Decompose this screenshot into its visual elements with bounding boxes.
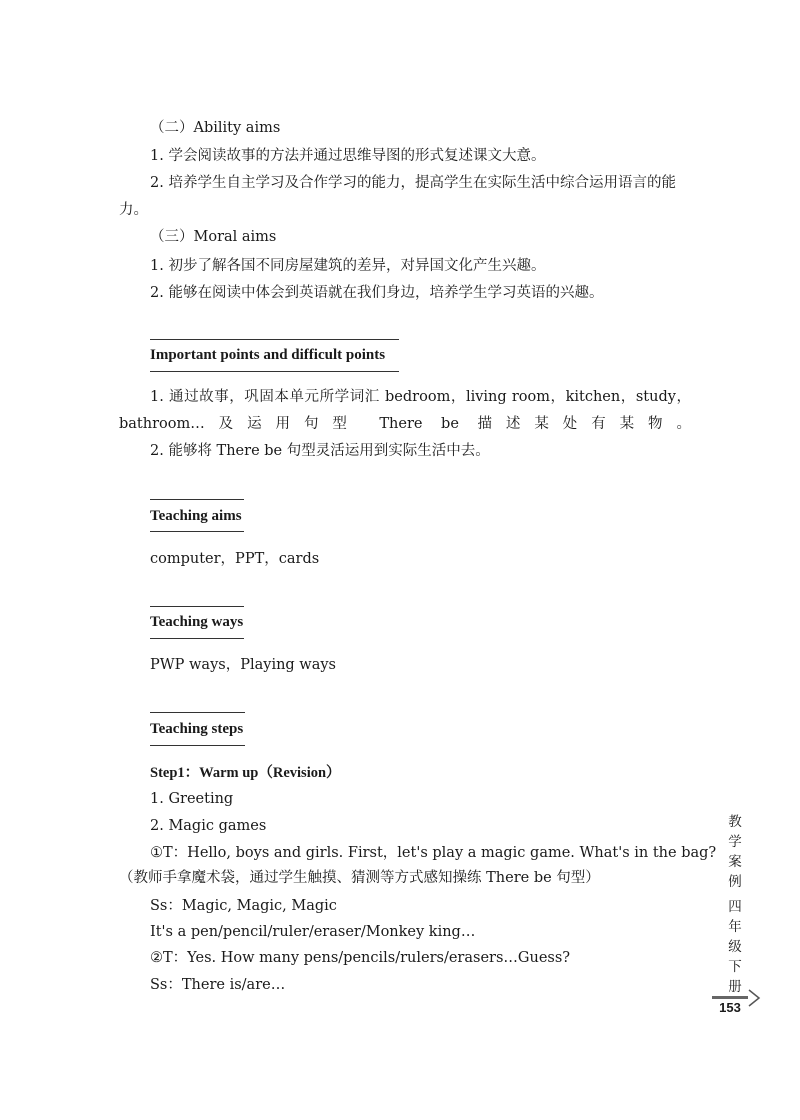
moral-aims-item-1: 1. 初步了解各国不同房屋建筑的差异，对异国文化产生兴趣。 (150, 258, 546, 274)
dialogue-line: ②T：Yes. How many pens/pencils/rulers/erasers…Guess? (150, 950, 571, 966)
heading-rule-bottom (150, 638, 244, 639)
side-char: 教 (728, 814, 742, 830)
side-char: 例 (728, 874, 742, 890)
dialogue-line: Ss：There is/are… (150, 977, 286, 993)
heading-rule-bottom (150, 531, 244, 532)
moral-aims-heading: （三）Moral aims (150, 229, 277, 245)
heading-rule-top (150, 712, 245, 713)
magic-games-item: 2. Magic games (150, 818, 267, 834)
dialogue-line: ①T：Hello, boys and girls. First，let's play a magic game. What's in the bag? (150, 845, 717, 861)
side-char: 下 (728, 959, 742, 975)
side-char: 册 (728, 979, 742, 995)
heading-rule-bottom (150, 745, 245, 746)
side-char: 年 (728, 919, 742, 935)
side-char: 级 (728, 939, 742, 955)
dialogue-line: （教师手拿魔术袋，通过学生触摸、猜测等方式感知操练 There be 句型） (119, 870, 600, 886)
important-points-item-1: 1. 通过故事，巩固本单元所学词汇 bedroom，living room，kitchen，study，bathroom…及运用句型 There be 描述某处有某物。 (119, 389, 691, 432)
ability-aims-item-2: 2. 培养学生自主学习及合作学习的能力，提高学生在实际生活中综合运用语言的能力。 (119, 175, 676, 218)
important-points-item-2: 2. 能够将 There be 句型灵活运用到实际生活中去。 (150, 443, 490, 459)
step1-heading: Step1：Warm up（Revision） (150, 765, 341, 781)
dialogue-line: Ss：Magic, Magic, Magic (150, 898, 337, 914)
side-char: 案 (728, 854, 742, 870)
dialogue-line: It's a pen/pencil/ruler/eraser/Monkey king… (150, 924, 476, 940)
teaching-aims-content: computer，PPT，cards (150, 551, 320, 567)
ability-aims-heading: （二）Ability aims (150, 120, 281, 136)
heading-rule-bottom (150, 371, 399, 372)
side-char: 学 (728, 834, 742, 850)
important-points-heading: Important points and difficult points (150, 347, 386, 363)
heading-rule-top (150, 606, 244, 607)
side-label-bottom (723, 897, 747, 997)
ability-aims-item-1: 1. 学会阅读故事的方法并通过思维导图的形式复述课文大意。 (150, 148, 546, 164)
greeting-item: 1. Greeting (150, 791, 234, 807)
side-char: 四 (728, 899, 742, 915)
moral-aims-item-2: 2. 能够在阅读中体会到英语就在我们身边，培养学生学习英语的兴趣。 (150, 285, 604, 301)
heading-rule-top (150, 499, 244, 500)
side-label-top (723, 812, 747, 892)
teaching-aims-heading: Teaching aims (150, 508, 242, 524)
teaching-steps-heading: Teaching steps (150, 721, 244, 737)
page-number-bar (712, 996, 748, 999)
teaching-ways-content: PWP ways，Playing ways (150, 657, 337, 673)
heading-rule-top (150, 339, 399, 340)
chevron-right-icon (746, 988, 762, 1008)
teaching-ways-heading: Teaching ways (150, 614, 244, 630)
page-number: 153 (719, 1000, 741, 1015)
